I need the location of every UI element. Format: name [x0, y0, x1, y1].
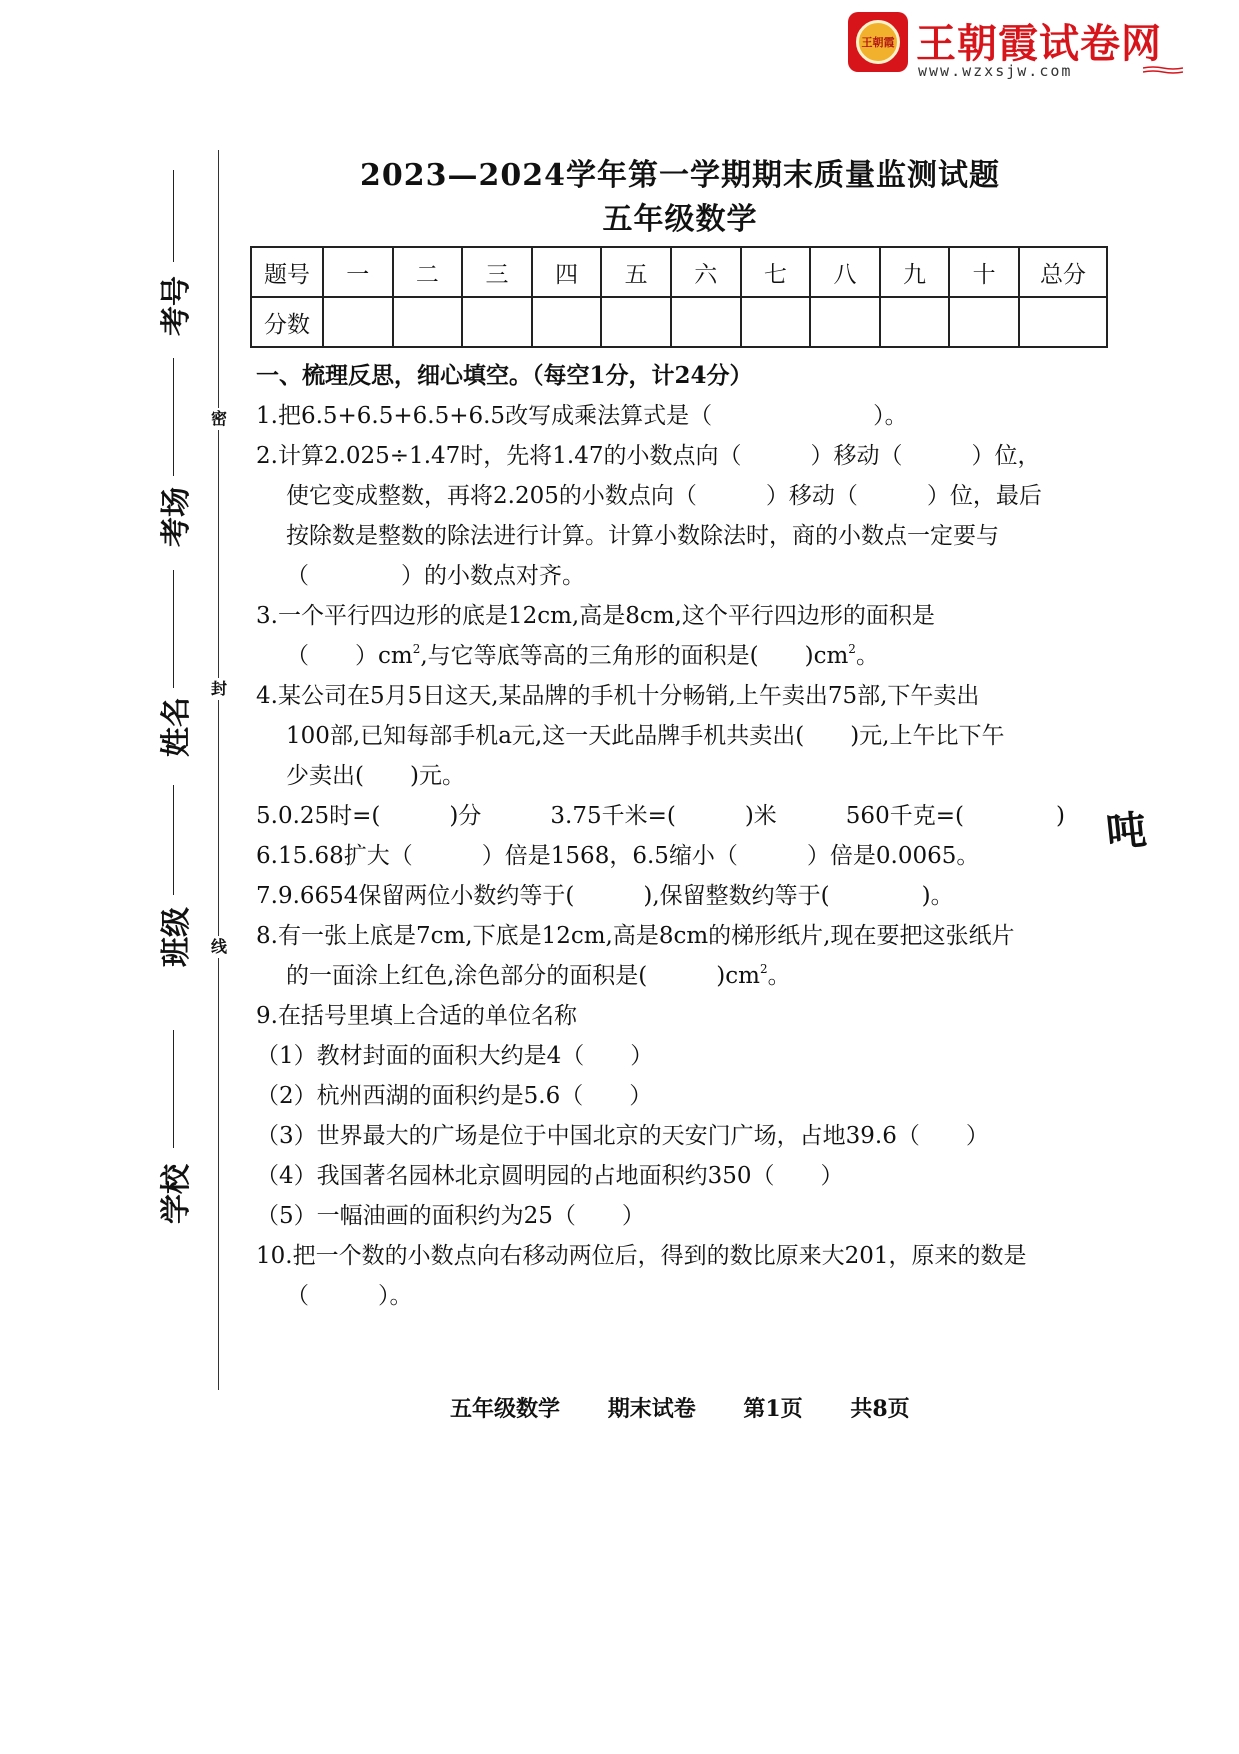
superscript: 2 [848, 642, 856, 656]
footer-type: 期末试卷 [607, 1396, 696, 1422]
footer-subject: 五年级数学 [450, 1396, 561, 1422]
header-cell: 一 [323, 247, 393, 297]
question-10-line-1: 10.把一个数的小数点向右移动两位后，得到的数比原来大201，原来的数是 [256, 1243, 1027, 1269]
exam-number-blank[interactable] [173, 170, 174, 262]
question-9-item-2: （2）杭州西湖的面积约是5.6（ ） [256, 1083, 653, 1109]
score-table [250, 246, 1108, 348]
score-cell[interactable] [323, 297, 393, 347]
question-8-line-2 [256, 956, 1116, 996]
question-10-line-2: （ ）。 [286, 1283, 413, 1309]
footer-page: 第1页 [743, 1396, 803, 1422]
header-cell: 二 [393, 247, 463, 297]
score-cell[interactable] [532, 297, 602, 347]
school-label: 学校 [159, 1164, 194, 1224]
question-8-line-1: 8.有一张上底是7cm,下底是12cm,高是8cm的梯形纸片,现在要把这张纸片 [256, 923, 1015, 949]
question-4-line-3: 少卖出( )元。 [286, 763, 465, 789]
handwritten-answer: 吨 [1104, 807, 1149, 857]
header-cell: 十 [949, 247, 1019, 297]
question-9-item-4: （4）我国著名园林北京圆明园的占地面积约350（ ） [256, 1163, 844, 1189]
section-heading: 一、梳理反思，细心填空。（每空1分，计24分） [256, 362, 753, 389]
question-3-part-c: 。 [855, 643, 879, 669]
score-cell[interactable] [671, 297, 741, 347]
seal-word-mi: 密 [210, 409, 227, 428]
exam-number-label: 考号 [159, 276, 194, 336]
score-cell[interactable] [1019, 297, 1107, 347]
question-5: 5.0.25时=( )分 3.75千米=( )米 560千克=( ) [256, 803, 1065, 829]
exam-room-blank[interactable] [173, 358, 174, 476]
header-cell: 八 [810, 247, 880, 297]
footer-total: 共8页 [850, 1396, 910, 1422]
score-row-label: 分数 [251, 297, 323, 347]
score-cell[interactable] [393, 297, 463, 347]
school-blank[interactable] [173, 1030, 174, 1148]
score-table-header-row [251, 247, 1107, 297]
question-9: 9.在括号里填上合适的单位名称 [256, 1003, 577, 1029]
question-9-item-5: （5）一幅油画的面积约为25（ ） [256, 1203, 645, 1229]
brand-url: www.wzxsjw.com [918, 62, 1073, 80]
seal-line [218, 150, 219, 1390]
header-cell: 四 [532, 247, 602, 297]
page-footer [450, 1392, 950, 1423]
header-cell: 七 [741, 247, 811, 297]
question-2-line-3: 按除数是整数的除法进行计算。计算小数除法时，商的小数点一定要与 [286, 523, 999, 549]
brand-badge-text: 王朝霞 [856, 20, 900, 64]
exam-room-label: 考场 [159, 487, 194, 547]
question-9-item-3: （3）世界最大的广场是位于中国北京的天安门广场，占地39.6（ ） [256, 1123, 989, 1149]
class-blank[interactable] [173, 785, 174, 895]
header-cell: 题号 [251, 247, 323, 297]
exam-title: 2023—2024学年第一学期期末质量监测试题 [360, 158, 1000, 193]
score-cell[interactable] [462, 297, 532, 347]
question-2-line-4: （ ）的小数点对齐。 [286, 563, 585, 589]
question-6: 6.15.68扩大（ ）倍是1568，6.5缩小（ ）倍是0.0065。 [256, 843, 980, 869]
question-8-part-a: 的一面涂上红色,涂色部分的面积是( )cm [286, 963, 760, 989]
exam-subtitle: 五年级数学 [602, 202, 758, 237]
question-3-line-1: 3.一个平行四边形的底是12cm,高是8cm,这个平行四边形的面积是 [256, 603, 935, 629]
header-cell: 总分 [1019, 247, 1107, 297]
student-name-label: 姓名 [159, 697, 194, 757]
section-1 [256, 356, 1116, 1316]
question-3-line-2 [256, 636, 1116, 676]
brand-logo [848, 12, 1188, 78]
question-4-line-1: 4.某公司在5月5日这天,某品牌的手机十分畅销,上午卖出75部,下午卖出 [256, 683, 980, 709]
header-cell: 五 [601, 247, 671, 297]
score-table-score-row [251, 297, 1107, 347]
score-cell[interactable] [741, 297, 811, 347]
seal-word-feng: 封 [210, 679, 227, 698]
header-cell: 六 [671, 247, 741, 297]
seal-word-xian: 线 [210, 937, 227, 956]
question-2-line-2: 使它变成整数，再将2.205的小数点向（ ）移动（ ）位，最后 [286, 483, 1042, 509]
question-4-line-2: 100部,已知每部手机a元,这一天此品牌手机共卖出( )元,上午比下午 [286, 723, 1005, 749]
superscript: 2 [412, 642, 421, 656]
student-name-blank[interactable] [173, 570, 174, 688]
question-8-part-b: 。 [767, 963, 791, 989]
question-9-item-1: （1）教材封面的面积大约是4（ ） [256, 1043, 654, 1069]
header-cell: 九 [880, 247, 950, 297]
score-cell[interactable] [949, 297, 1019, 347]
superscript: 2 [759, 962, 768, 976]
class-label: 班级 [159, 907, 194, 967]
wave-lines-icon [1143, 66, 1183, 76]
score-cell[interactable] [601, 297, 671, 347]
score-cell[interactable] [880, 297, 950, 347]
score-cell[interactable] [810, 297, 880, 347]
question-3-part-b: ,与它等底等高的三角形的面积是( )cm [420, 643, 849, 669]
binding-margin [130, 150, 250, 1390]
brand-name: 王朝霞试卷网 [916, 21, 1162, 67]
question-7: 7.9.6654保留两位小数约等于( ),保留整数约等于( )。 [256, 883, 954, 909]
question-2-line-1: 2.计算2.025÷1.47时，先将1.47的小数点向（ ）移动（ ）位， [256, 443, 1041, 469]
header-cell: 三 [462, 247, 532, 297]
question-3-part-a: （ ）cm [286, 643, 413, 669]
brand-badge-icon [848, 12, 908, 72]
question-1: 1.把6.5+6.5+6.5+6.5改写成乘法算式是（ ）。 [256, 403, 908, 429]
